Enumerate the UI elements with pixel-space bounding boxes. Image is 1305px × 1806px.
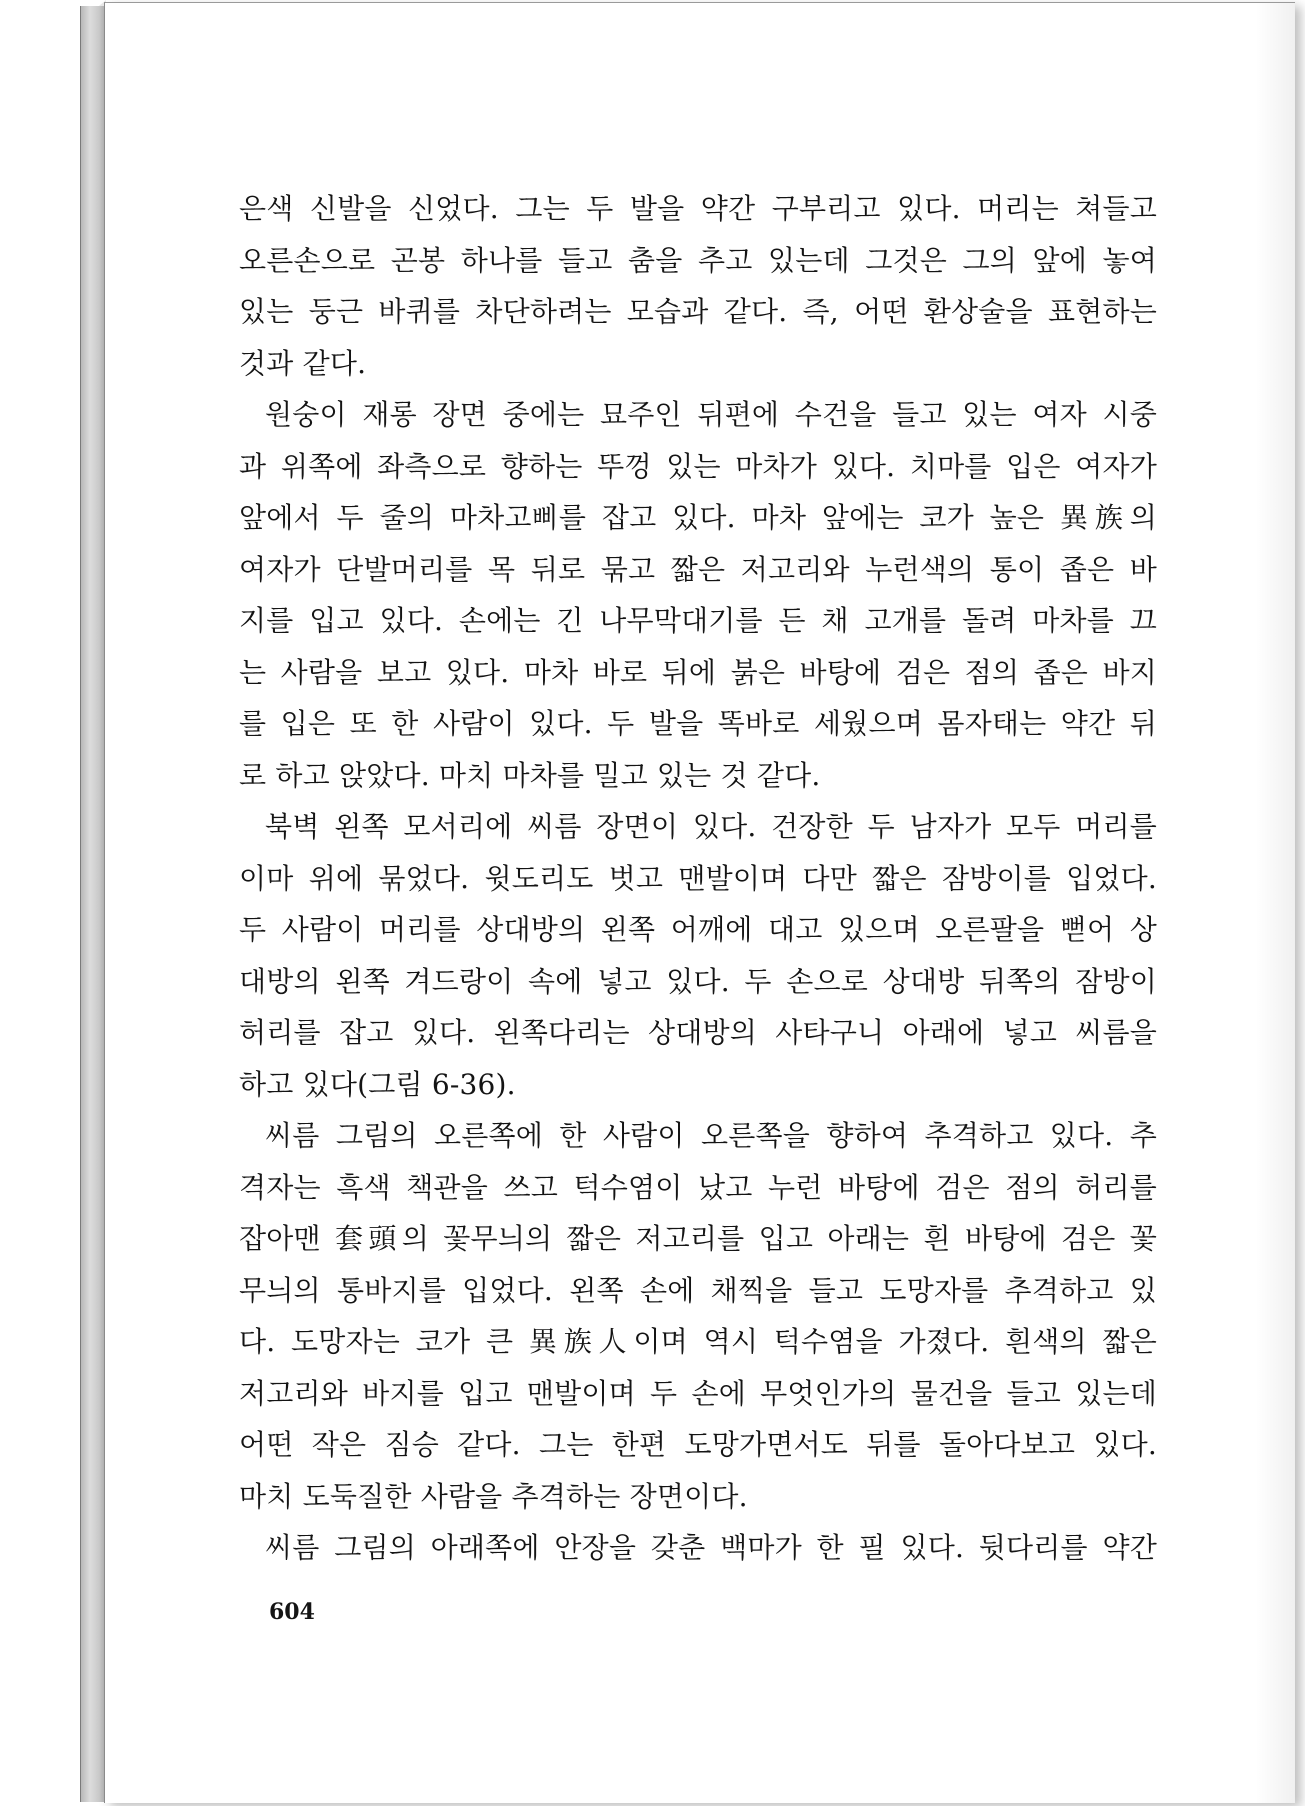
text-line: 앞에서 두 줄의 마차고삐를 잡고 있다. 마차 앞에는 코가 높은 異族의: [239, 501, 1157, 534]
text-line: 잡아맨 套頭의 꽃무늬의 짧은 저고리를 입고 아래는 흰 바탕에 검은 꽃: [239, 1222, 1157, 1255]
text-line: 오른손으로 곤봉 하나를 들고 춤을 추고 있는데 그것은 그의 앞에 놓여: [239, 243, 1157, 277]
text-line: 여자가 단발머리를 목 뒤로 묶고 짧은 저고리와 누런색의 통이 좁은 바: [239, 552, 1157, 586]
text-line: 것과 같다.: [239, 346, 367, 380]
page-number: 604: [269, 1599, 315, 1625]
text-line: 허리를 잡고 있다. 왼쪽다리는 상대방의 사타구니 아래에 넣고 씨름을: [239, 1016, 1157, 1049]
page-sheet: [104, 2, 1295, 1803]
text-line: 무늬의 통바지를 입었다. 왼쪽 손에 채찍을 들고 도망자를 추격하고 있: [239, 1273, 1157, 1307]
text-line: 북벽 왼쪽 모서리에 씨름 장면이 있다. 건장한 두 남자가 모두 머리를: [265, 810, 1157, 843]
book-page-edges: [80, 6, 107, 1802]
text-line: 과 위쪽에 좌측으로 향하는 뚜껑 있는 마차가 있다. 치마를 입은 여자가: [239, 449, 1157, 483]
text-line: 다. 도망자는 코가 큰 異族人이며 역시 턱수염을 가졌다. 흰색의 짧은: [239, 1325, 1157, 1358]
text-line: 를 입은 또 한 사람이 있다. 두 발을 똑바로 세웠으며 몸자태는 약간 뒤: [239, 707, 1157, 740]
text-line: 격자는 흑색 책관을 쓰고 턱수염이 났고 누런 바탕에 검은 점의 허리를: [239, 1170, 1157, 1204]
text-line: 있는 둥근 바퀴를 차단하려는 모습과 같다. 즉, 어떤 환상술을 표현하는: [239, 295, 1157, 328]
text-line: 이마 위에 묶었다. 윗도리도 벗고 맨발이며 다만 짧은 잠방이를 입었다.: [239, 861, 1157, 895]
text-line: 두 사람이 머리를 상대방의 왼쪽 어깨에 대고 있으며 오른팔을 뻗어 상: [239, 913, 1157, 946]
body-text: [239, 183, 1157, 1574]
text-line: 원숭이 재롱 장면 중에는 묘주인 뒤편에 수건을 들고 있는 여자 시중: [265, 398, 1157, 431]
text-line: 대방의 왼쪽 겨드랑이 속에 넣고 있다. 두 손으로 상대방 뒤쪽의 잠방이: [239, 964, 1157, 998]
text-line: 씨름 그림의 아래쪽에 안장을 갖춘 백마가 한 필 있다. 뒷다리를 약간: [265, 1531, 1157, 1564]
text-line: 어떤 작은 짐승 같다. 그는 한편 도망가면서도 뒤를 돌아다보고 있다.: [239, 1428, 1157, 1461]
text-line: 씨름 그림의 오른쪽에 한 사람이 오른쪽을 향하여 추격하고 있다. 추: [265, 1119, 1157, 1152]
text-line: 마치 도둑질한 사람을 추격하는 장면이다.: [239, 1479, 748, 1513]
page-shadow: [1255, 3, 1295, 1803]
text-line: 는 사람을 보고 있다. 마차 바로 뒤에 붉은 바탕에 검은 점의 좁은 바지: [239, 655, 1157, 689]
text-line: 로 하고 앉았다. 마치 마차를 밀고 있는 것 같다.: [239, 758, 821, 792]
text-line: 저고리와 바지를 입고 맨발이며 두 손에 무엇인가의 물건을 들고 있는데: [239, 1376, 1157, 1410]
text-line: 지를 입고 있다. 손에는 긴 나무막대기를 든 채 고개를 돌려 마차를 끄: [239, 604, 1157, 637]
text-line: 은색 신발을 신었다. 그는 두 발을 약간 구부리고 있다. 머리는 쳐들고: [239, 192, 1157, 225]
text-line: 하고 있다(그림 6-36).: [239, 1067, 516, 1101]
